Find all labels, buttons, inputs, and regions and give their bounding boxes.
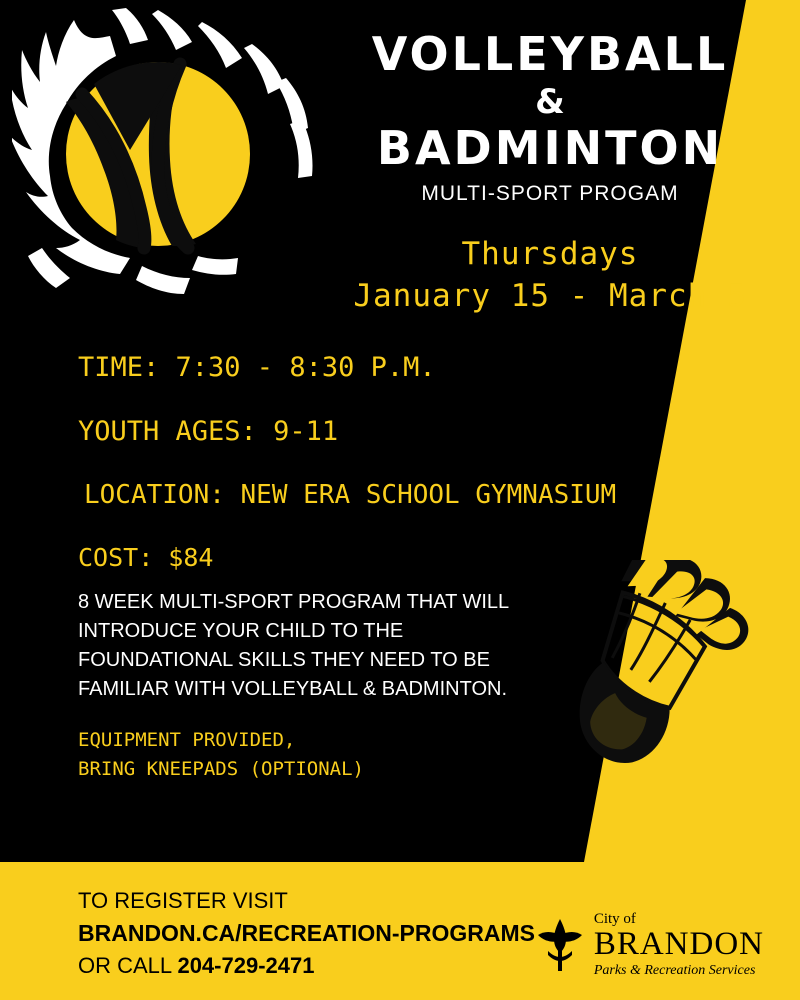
- program-description: 8 WEEK MULTI-SPORT PROGRAM THAT WILL INTRODUCE YOUR CHILD TO THE FOUNDATIONAL SKILLS THEY NEED TO BE FAMILIAR WITH VOLLEYBALL & BADMINTON.: [78, 591, 509, 700]
- logo-name: BRANDON: [593, 926, 764, 962]
- brandon-logo: [534, 912, 764, 978]
- equipment-note-line2: BRING KNEEPADS (OPTIONAL): [78, 757, 364, 780]
- detail-time: TIME: 7:30 - 8:30 P.M.: [78, 352, 436, 383]
- poster-header: [330, 27, 770, 318]
- detail-ages: YOUTH AGES: 9-11: [78, 416, 339, 447]
- page-subtitle: MULTI-SPORT PROGAM: [421, 182, 679, 206]
- page-title-line2: BADMINTON: [376, 121, 724, 176]
- page-title-line1: VOLLEYBALL: [371, 27, 729, 81]
- footer-contact: [78, 885, 535, 982]
- equipment-note-line1: EQUIPMENT PROVIDED,: [78, 729, 296, 751]
- volleyball-icon: [12, 8, 322, 298]
- logo-city-label: City of: [593, 911, 636, 927]
- footer-phone-line: [78, 950, 535, 982]
- schedule-days: Thursdays: [461, 236, 639, 273]
- footer-register-label: TO REGISTER VISIT: [78, 887, 288, 913]
- logo-tagline: Parks & Recreation Services: [593, 963, 756, 978]
- footer-phone-number[interactable]: 204-729-2471: [177, 953, 315, 979]
- schedule-dates: January 15 - March 5: [353, 277, 747, 314]
- detail-cost: COST: $84: [78, 543, 214, 572]
- page-title-ampersand: &: [535, 81, 565, 122]
- footer-website[interactable]: BRANDON.CA/RECREATION-PROGRAMS: [78, 919, 536, 946]
- shuttlecock-icon: [522, 560, 772, 800]
- detail-location: LOCATION: NEW ERA SCHOOL GYMNASIUM: [84, 480, 617, 510]
- footer-call-prefix: OR CALL: [78, 953, 178, 979]
- brandon-logo-text: [594, 912, 764, 978]
- brandon-logo-icon: [534, 915, 586, 978]
